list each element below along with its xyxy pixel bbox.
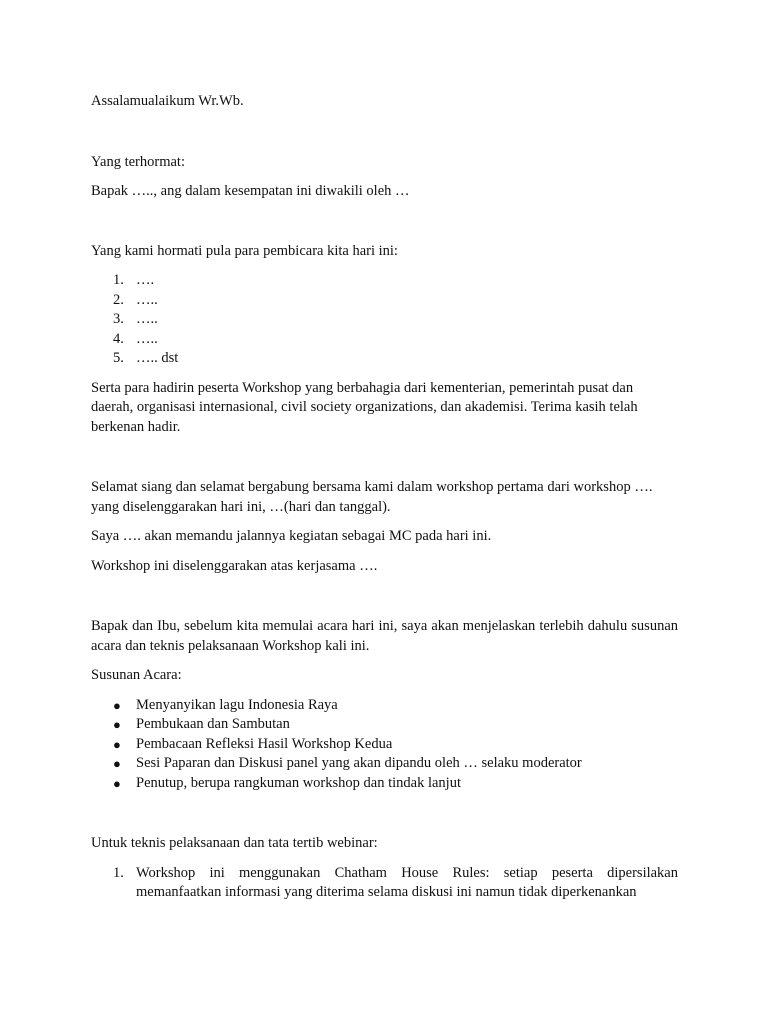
speakers-intro: Yang kami hormati pula para pembicara kita hari ini: — [91, 242, 398, 259]
list-item-text: Workshop ini menggunakan Chatham House Rules: setiap peserta dipersilakan memanfaatkan informasi yang diterima selama diskusi ini namun tidak diperkenankan — [136, 864, 678, 900]
list-item — [91, 271, 678, 291]
list-item — [91, 349, 678, 369]
list-item-text: ….. — [136, 330, 158, 347]
list-item-text: Menyanyikan lagu Indonesia Raya — [136, 696, 338, 713]
list-item — [91, 754, 678, 774]
honorific-heading: Yang terhormat: — [91, 153, 185, 170]
document-body — [91, 92, 678, 903]
list-item-text: Pembacaan Refleksi Hasil Workshop Kedua — [136, 735, 393, 752]
attendees-paragraph: Serta para hadirin peserta Workshop yang berbahagia dari kementerian, pemerintah pusat dan daerah, organisasi internasional, civil society organizations, dan akademisi. Terima kasih telah berkenan hadir. — [91, 379, 638, 435]
bullet-icon: ● — [113, 717, 121, 732]
list-item — [91, 715, 678, 735]
welcome-paragraph: Selamat siang dan selamat bergabung bersama kami dalam workshop pertama dari workshop …. yang diselenggarakan hari ini, …(hari dan tanggal). — [91, 479, 653, 515]
list-item — [91, 310, 678, 330]
list-number: 4. — [113, 330, 124, 347]
list-number: 5. — [113, 350, 124, 366]
list-item-text: …. — [136, 272, 155, 288]
list-item-text: ….. — [136, 291, 158, 308]
list-number: 1. — [113, 864, 124, 881]
bullet-icon: ● — [113, 736, 121, 752]
list-item — [91, 735, 678, 755]
honorific-line: Bapak ….., ang dalam kesempatan ini diwakili oleh … — [91, 183, 410, 199]
list-item-text: Pembukaan dan Sambutan — [136, 716, 290, 732]
list-number: 3. — [113, 311, 124, 327]
list-item — [91, 696, 678, 716]
bullet-icon: ● — [113, 697, 121, 713]
rules-heading: Untuk teknis pelaksanaan dan tata tertib webinar: — [91, 835, 378, 851]
list-item-text: Sesi Paparan dan Diskusi panel yang akan dipandu oleh … selaku moderator — [136, 755, 582, 771]
bullet-icon: ● — [113, 775, 121, 791]
list-item — [91, 774, 678, 794]
mc-paragraph: Saya …. akan memandu jalannya kegiatan sebagai MC pada hari ini. — [91, 528, 492, 544]
explanation-paragraph: Bapak dan Ibu, sebelum kita memulai acara hari ini, saya akan menjelaskan terlebih dahulu susunan acara dan teknis pelaksanaan Workshop kali ini. — [91, 618, 678, 654]
list-number: 2. — [113, 291, 124, 308]
bullet-icon: ● — [113, 756, 121, 771]
speakers-list — [91, 271, 678, 369]
agenda-list — [91, 696, 678, 794]
list-number: 1. — [113, 272, 124, 288]
greeting: Assalamualaikum Wr.Wb. — [91, 93, 244, 109]
list-item-text: ….. dst — [136, 350, 179, 366]
list-item — [91, 330, 678, 350]
list-item — [91, 864, 678, 903]
agenda-heading: Susunan Acara: — [91, 667, 182, 683]
cooperation-paragraph: Workshop ini diselenggarakan atas kerjasama …. — [91, 557, 378, 574]
list-item-text: Penutup, berupa rangkuman workshop dan tindak lanjut — [136, 774, 461, 791]
list-item — [91, 291, 678, 311]
list-item-text: ….. — [136, 311, 158, 327]
rules-list — [91, 864, 678, 903]
